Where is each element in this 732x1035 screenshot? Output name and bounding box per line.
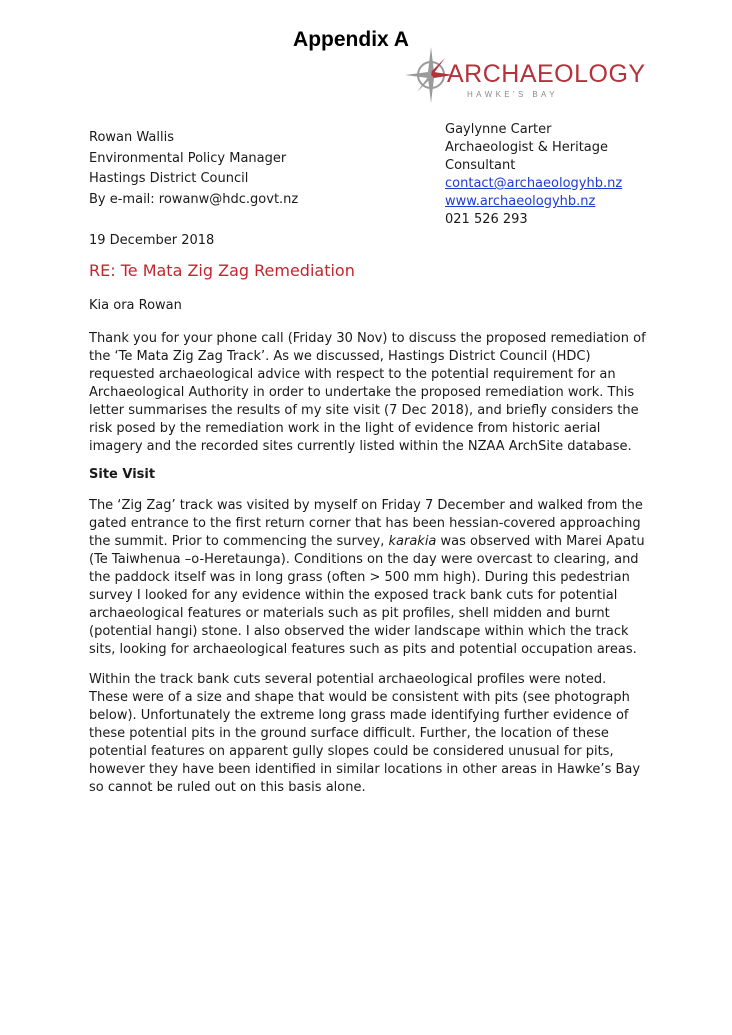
paragraph-observations: Within the track bank cuts several potential archaeological profiles were noted. These were of a size and shape that would be consistent with pits (see photograph below). Unfortunately the extreme long grass made identifying further evidence of these potential pits in the ground surface difficult. Further, the location of these potential features on apparent gully slopes could be considered unusual for pits, however they have been identified in similar locations in other areas in Hawke’s Bay so cannot be ruled out on this basis alone. xyxy=(89,672,641,795)
letter-subject: RE: Te Mata Zig Zag Remediation xyxy=(89,261,355,280)
recipient-email: By e-mail: rowanw@hdc.govt.nz xyxy=(89,191,299,207)
sender-website-link[interactable]: www.archaeologyhb.nz xyxy=(445,194,596,209)
sender-block xyxy=(445,121,665,229)
letter-date: 19 December 2018 xyxy=(89,233,215,248)
recipient-organisation: Hastings District Council xyxy=(89,171,249,186)
archaeology-hb-logo xyxy=(405,44,655,110)
recipient-title: Environmental Policy Manager xyxy=(89,150,287,166)
sender-role-line2: Consultant xyxy=(445,158,516,173)
logo-wordmark: ARCHAEOLOGY xyxy=(447,60,646,88)
section-heading-site-visit: Site Visit xyxy=(89,467,156,482)
paragraph-intro: Thank you for your phone call (Friday 30 Nov) to discuss the proposed remediation of the ‘Te Mata Zig Zag Track’. As we discussed, Hastings District Council (HDC) requested archaeological advice with respect to the potential requirement for an Archaeological Authority in order to undertake the proposed remediation work. This letter summarises the results of my site visit (7 Dec 2018), and briefly considers the risk posed by the remediation work in the light of evidence from historic aerial imagery and the recorded sites currently listed within the NZAA ArchSite database. xyxy=(89,331,646,454)
sender-phone: 021 526 293 xyxy=(445,212,528,227)
recipient-block xyxy=(89,128,298,210)
paragraph-site-visit-italic: karakia xyxy=(388,534,437,549)
paragraph-site-visit-part1: The ‘Zig Zag’ track was visited by myself on Friday 7 December and walked from the gated entrance to the first return corner that has been hessian-covered approaching the summit. Prior to commencing the survey, xyxy=(89,498,643,549)
paragraph-site-visit-part2: was observed with Marei Apatu (Te Taiwhenua –o-Heretaunga). Conditions on the day were overcast to clearing, and the paddock itself was in long grass (often > 500 mm high). During this pedestrian survey I looked for any evidence within the exposed track bank cuts for potential archaeological features or materials such as pit profiles, shell midden and burnt (potential hangi) stone. I also observed the wider landscape within which the track sits, looking for archaeological features such as pits and potential occupation areas. xyxy=(89,534,645,657)
paragraph-site-visit xyxy=(89,497,649,659)
letter-greeting: Kia ora Rowan xyxy=(89,298,182,313)
appendix-title: Appendix A xyxy=(293,28,409,51)
sender-role-line1: Archaeologist & Heritage xyxy=(445,140,609,155)
logo-subtitle: HAWKE'S BAY xyxy=(467,90,558,99)
sender-email-link[interactable]: contact@archaeologyhb.nz xyxy=(445,176,623,191)
recipient-name: Rowan Wallis xyxy=(89,130,174,145)
sender-name: Gaylynne Carter xyxy=(445,122,552,137)
